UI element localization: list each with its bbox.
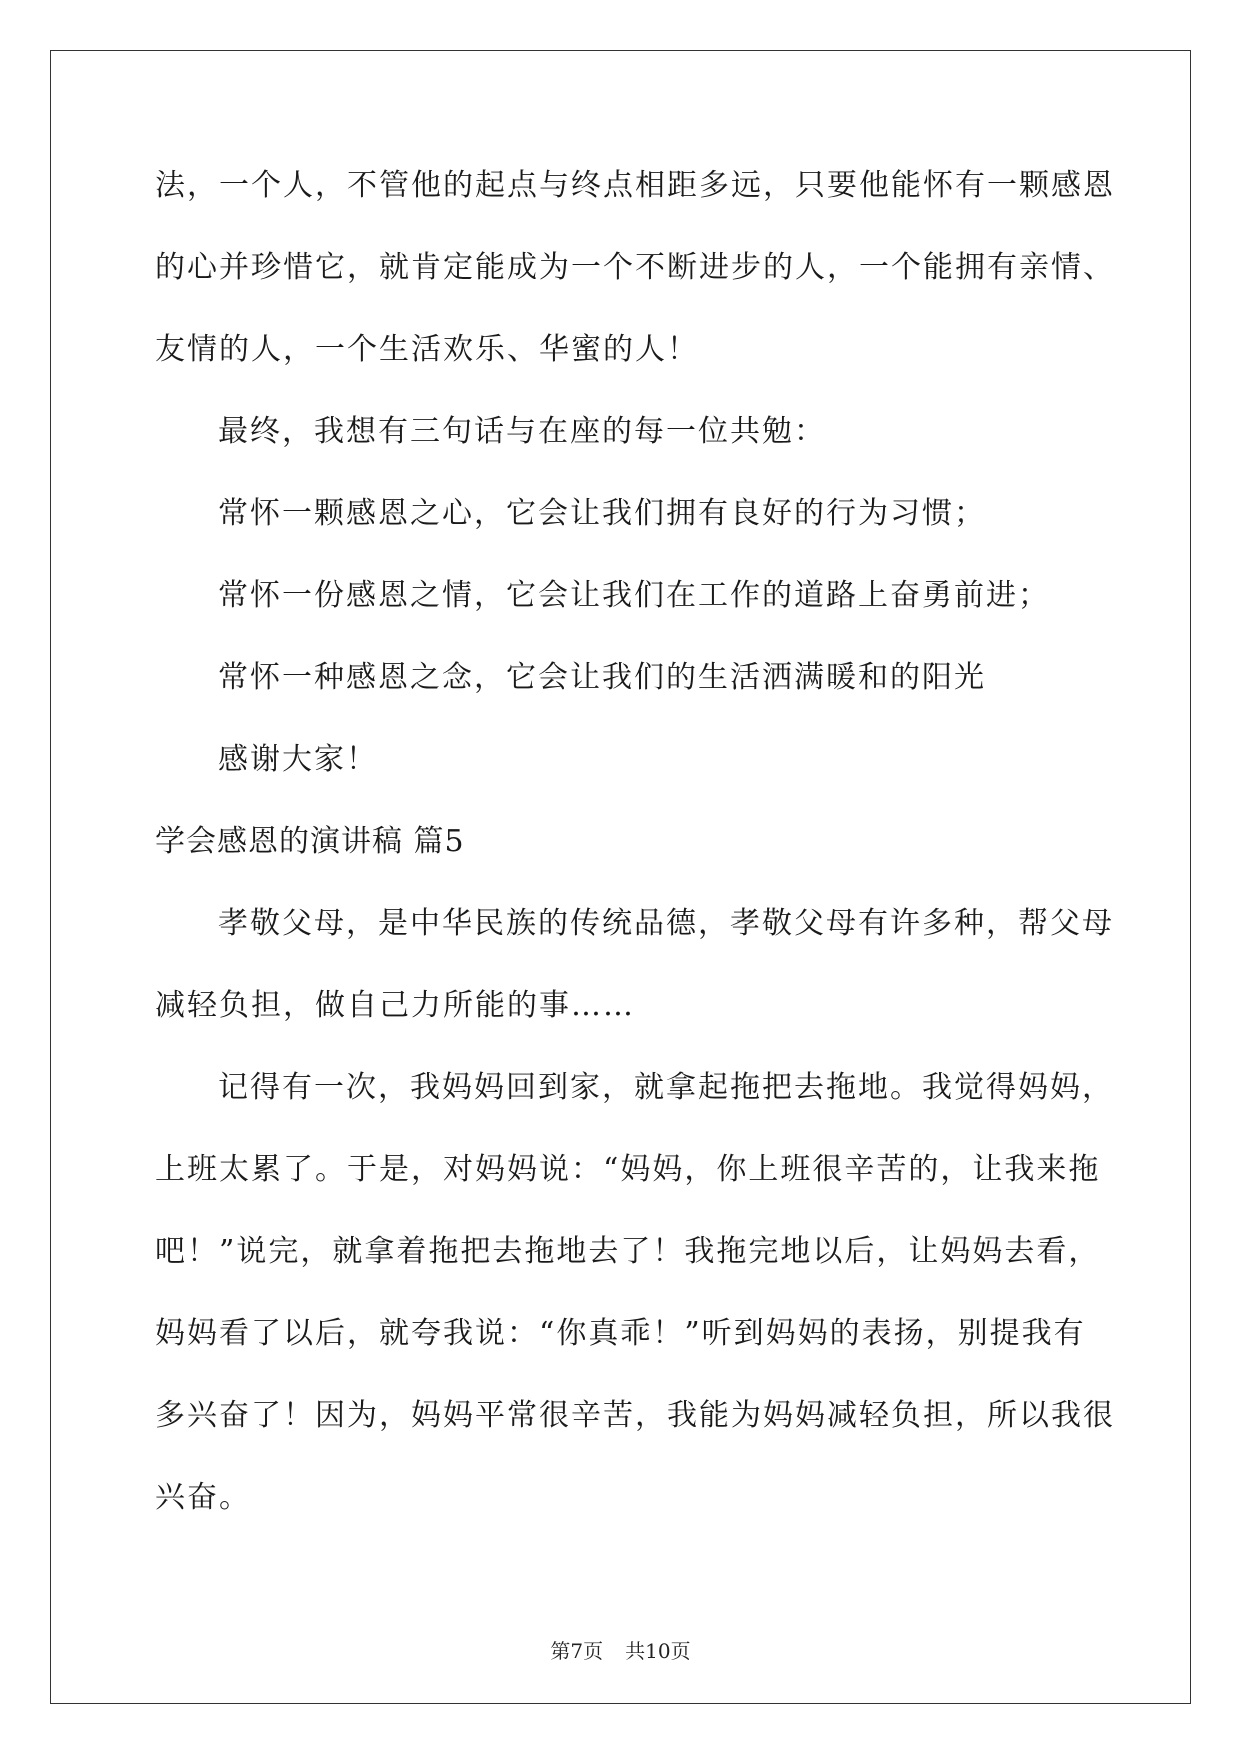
page-total: 共10页 bbox=[625, 1639, 691, 1663]
paragraph-line: 妈妈看了以后，就夸我说：“你真乖！”听到妈妈的表扬，别提我有 bbox=[155, 1316, 1086, 1351]
paragraph-line: 常怀一颗感恩之心，它会让我们拥有良好的行为习惯； bbox=[218, 496, 986, 531]
paragraph-line: 友情的人，一个生活欢乐、华蜜的人！ bbox=[155, 332, 699, 367]
paragraph-line: 上班太累了。于是，对妈妈说：“妈妈，你上班很辛苦的，让我来拖 bbox=[155, 1152, 1101, 1187]
paragraph-line: 减轻负担，做自己力所能的事…… bbox=[155, 988, 635, 1023]
paragraph-line: 孝敬父母，是中华民族的传统品德，孝敬父母有许多种，帮父母 bbox=[218, 906, 1114, 941]
paragraph-line: 常怀一份感恩之情，它会让我们在工作的道路上奋勇前进； bbox=[218, 578, 1050, 613]
paragraph-line: 记得有一次，我妈妈回到家，就拿起拖把去拖地。我觉得妈妈， bbox=[218, 1070, 1114, 1105]
paragraph-line: 吧！”说完，就拿着拖把去拖地去了！我拖完地以后，让妈妈去看， bbox=[155, 1234, 1101, 1269]
paragraph-line: 感谢大家！ bbox=[218, 742, 378, 777]
paragraph-line: 常怀一种感恩之念，它会让我们的生活洒满暖和的阳光 bbox=[218, 660, 986, 695]
document-body bbox=[155, 166, 1115, 1560]
paragraph-line: 法，一个人，不管他的起点与终点相距多远，只要他能怀有一颗感恩 bbox=[155, 168, 1115, 203]
paragraph-line: 最终，我想有三句话与在座的每一位共勉： bbox=[218, 414, 826, 449]
paragraph-line: 多兴奋了！因为，妈妈平常很辛苦，我能为妈妈减轻负担，所以我很 bbox=[155, 1398, 1115, 1433]
page-number: 第7页 bbox=[550, 1639, 604, 1663]
paragraph-line: 兴奋。 bbox=[155, 1480, 251, 1515]
paragraph-line: 的心并珍惜它，就肯定能成为一个不断进步的人，一个能拥有亲情、 bbox=[155, 250, 1115, 285]
page-footer bbox=[0, 1639, 1241, 1663]
section-heading: 学会感恩的演讲稿 篇5 bbox=[155, 824, 465, 859]
